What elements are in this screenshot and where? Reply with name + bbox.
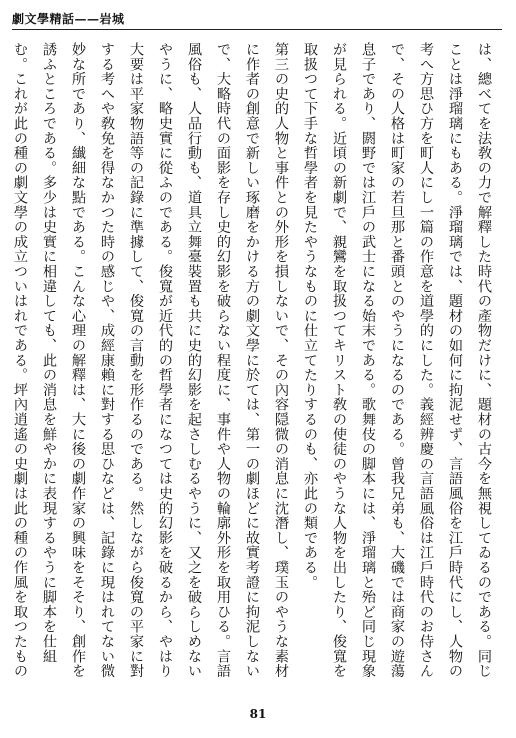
paragraph-2: 第三の史的人物と事件との外形を損しないで、その內容隠微の消息に沈潛し、璞玉のやうな素材に作者の創意で新しい琢磨をかける方の劇文學に於ては、第一の劇ほどに故實考證に拘泥しないで、大略時代の面影を存し史的幻影を破らない程度に、事件や人物の輪廓外形を取用ひる。言語風俗も、人品行動も、道具立舞臺裝置も共に史的幻影を起さしむるやうに、又之を破らしめないやうに、略史實に從ふのである。俊寬が近代的の哲學者になつては史的幻影を破るから、やはり大要は平家物語等の記錄に準據して、俊寬の言動を形作るのである。然しながら俊寬の平家に對する考へや敎免を得なかつた時の感じや、成經康賴に對する思ひなどは、記錄に現はれてない微妙な所であり、纎細な點である。こんな心理の解釋は、大に後の劇作家の興味をそそり、創作を誘ふところである。多少は史實に相違しても、此の消息を鮮やかに表現するやうに脚本を仕組む。これが此の種の劇文學の成立ついはれである。坪內逍遙の史劇は此の種の作風を取つたもの	[12, 42, 289, 679]
header-divider	[12, 29, 502, 30]
running-header: 劇文學精話——岩城	[12, 12, 125, 26]
page-number: 81	[249, 707, 267, 721]
paragraph-1: は、總べてを法敎の力で解釋した時代の產物だけに、題材の古今を無視してゐるのである。同じことは淨瑠璃にもある。淨瑠璃では、題材の如何に拘泥せず、言語風俗を江戶時代にし、人物の考へ方思ひ方を町人にし一篇の作意を道學的にした。義經辨慶の言語風俗は江戶時代のお侍さんで、その人格は町家の若旦那と番頭とのやうになるのである。曾我兄弟も、大磯では商家の遊蕩息子であり、閼野では江戶の武士になる始末である。歌舞伎の脚本には、淨瑠璃と殆ど同じ現象が見られる。近頃の新劇で、親鸞を取扱つてキリスト敎の使徒のやうな人物を出したり、俊寬を取扱つて下手な哲學者を見たやうなものに仕立てたりするのも、亦此の類である。	[302, 42, 492, 679]
body-text	[12, 42, 498, 692]
